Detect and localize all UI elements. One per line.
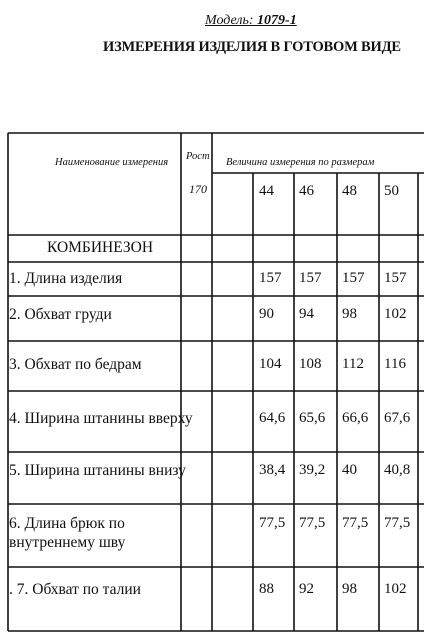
row-1-value-48: 157 [342, 270, 365, 286]
row-6-value-50: 77,5 [384, 515, 411, 531]
row-label-7: . 7. Обхват по талии [9, 581, 141, 598]
column-header-name: Наименование измерения [55, 157, 169, 168]
row-5-value-48: 40 [342, 462, 357, 478]
row-4-value-44: 64,6 [259, 410, 286, 426]
row-1-value-50: 157 [384, 270, 407, 286]
row-3-value-44: 104 [259, 356, 282, 372]
row-3-value-50: 116 [384, 356, 406, 372]
row-3-value-46: 108 [299, 356, 322, 372]
row-label-2: 2. Обхват груди [9, 306, 112, 323]
row-6-value-44: 77,5 [259, 515, 286, 531]
height-value: 170 [189, 182, 207, 196]
row-4-value-46: 65,6 [299, 410, 326, 426]
row-2-value-50: 102 [384, 306, 407, 322]
model-label: Модель: [205, 13, 254, 28]
row-label-6: 6. Длина брюк по внутреннему шву [9, 515, 126, 551]
column-header-sizes: Величина измерения по размерам [226, 157, 375, 168]
section-label: КОМБИНЕЗОН [47, 239, 154, 256]
row-5-value-50: 40,8 [384, 462, 411, 478]
row-1-value-46: 157 [299, 270, 322, 286]
row-label-1: 1. Длина изделия [9, 270, 123, 287]
row-2-value-44: 90 [259, 306, 274, 322]
row-3-value-48: 112 [342, 356, 364, 372]
size-header-46: 46 [299, 183, 314, 199]
row-7-value-50: 102 [384, 581, 407, 597]
page-title: ИЗМЕРЕНИЯ ИЗДЕЛИЯ В ГОТОВОМ ВИДЕ [103, 39, 401, 55]
row-7-value-44: 88 [259, 581, 274, 597]
row-5-value-44: 38,4 [259, 462, 286, 478]
row-7-value-46: 92 [299, 581, 314, 597]
row-6-value-46: 77,5 [299, 515, 326, 531]
row-1-value-44: 157 [259, 270, 282, 286]
size-header-44: 44 [259, 183, 274, 199]
column-header-height: Рост [186, 151, 210, 162]
row-4-value-50: 67,6 [384, 410, 411, 426]
row-2-value-48: 98 [342, 306, 357, 322]
model-number: 1079-1 [257, 13, 297, 28]
row-6-value-48: 77,5 [342, 515, 369, 531]
row-label-4: 4. Ширина штанины вверху [9, 410, 193, 427]
row-7-value-48: 98 [342, 581, 357, 597]
row-label-5: 5. Ширина штанины внизу [9, 462, 186, 479]
row-4-value-48: 66,6 [342, 410, 369, 426]
size-header-48: 48 [342, 183, 357, 199]
row-label-3: 3. Обхват по бедрам [9, 356, 142, 373]
row-5-value-46: 39,2 [299, 462, 326, 478]
size-header-50: 50 [384, 183, 399, 199]
row-2-value-46: 94 [299, 306, 314, 322]
